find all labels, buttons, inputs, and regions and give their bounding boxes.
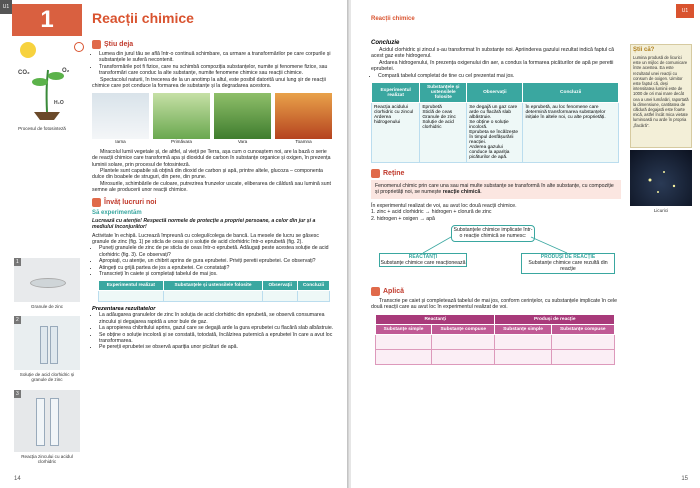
fig-caption-1: Granule de zinc	[30, 304, 64, 309]
paragraph: Mirosurile, schimbările de culoare, putrezirea frunzelor uscate, eliberarea de căldură sau lumină sunt semne ale producerii unor reacții chimice.	[92, 180, 331, 194]
cell-line: Eprubetă	[422, 105, 442, 111]
table-header: Produși de reacție	[495, 314, 615, 324]
figure-3	[14, 390, 80, 452]
season-winter	[92, 93, 149, 145]
diagram-left-box	[379, 253, 467, 267]
stii-ca-text: Lumina produsă de licurici este un mijloc de comunicare între acestea. Ea este rezultatul unei reacții cu consum de oxigen. Uimitor este faptul că, deși intensitatea luminii este de 1000 de ori mai mare decât cea a unei lumânări, raportată la dimensiune, cantitatea de căldură degajată este foarte mică, astfel încât mica vietate luminoasă nu arde în propria „flacără”.	[633, 55, 689, 128]
cell-line: Sticlă de ceas	[422, 110, 453, 116]
fig-caption-2: Soluție de acid clorhidric și granule de zinc	[19, 372, 75, 382]
table-cell	[163, 291, 263, 302]
table-cell	[432, 334, 495, 349]
table-header: Concluzii	[297, 281, 329, 291]
stiu-deja-heading	[92, 40, 334, 49]
list-item: • La adăugarea granulelor de zinc în soluția de acid clorhidric din eprubetă, se observă consumarea zincului și degajarea rapidă a unor bule de gaz.	[99, 312, 334, 325]
list-item: • Compară tabelul completat de tine cu cel prezentat mai jos.	[378, 73, 621, 79]
unit-tab-right: U1	[676, 4, 694, 18]
filled-observation-table	[371, 82, 619, 163]
lightbulb-icon	[92, 198, 101, 207]
chapter-number: 1	[12, 4, 82, 36]
table-header: Substanțe compuse	[432, 324, 495, 334]
stii-ca-heading: Știi că?	[633, 47, 655, 53]
cell-line: Eprubeta se încălzește în timpul desfășurării reacției.	[469, 130, 518, 146]
spring-photo	[153, 93, 210, 139]
compara-list	[371, 73, 621, 79]
table-row	[376, 349, 615, 364]
firefly-photo	[630, 150, 692, 206]
o2-label: O₂	[62, 68, 70, 74]
produsi-title: PRODUȘI DE REACȚIE	[540, 254, 596, 261]
table-header: Substanțele și ustensilele folosite	[420, 83, 467, 103]
paragraph: Miracolul lumii vegetale și, de altfel, al vieții pe Terra, așa cum o cunoaștem noi, are la bază o serie de reacții chimice care transformă apa și dioxidul de carbon în substanțe organice și oxigen, în prezența luminii solare, prin procesul de fotosinteză.	[92, 148, 331, 168]
table-cell	[523, 103, 619, 163]
unit-tab: U1	[0, 0, 12, 14]
stiu-deja-title: Știu deja	[104, 41, 134, 48]
cell-line: Arderea gazului conduce la apariția picăturilor de apă.	[469, 145, 510, 161]
table-cell	[297, 291, 329, 302]
right-main-column	[371, 40, 621, 365]
invat-title: Învăț lucruri noi	[104, 198, 157, 206]
season-label: Iarna	[115, 139, 126, 145]
list-item: • Se obține o soluție incoloră și se constată, totodată, încălzirea puternică a eprubetei în care a avut loc transformarea.	[99, 332, 334, 345]
table-row	[99, 291, 330, 302]
table-header: Experimentul realizat	[372, 83, 420, 103]
diagram-right-box	[521, 253, 615, 274]
concluzie-p1: Acidul clorhidric și zincul s-au transformat în substanțe noi. Apriinderea gazului rezultat indică faptul că acest gaz este hidrogenul.	[371, 47, 614, 60]
aplica-title: Aplică	[383, 288, 405, 296]
right-page	[351, 0, 700, 488]
diagram-arrows	[371, 225, 621, 255]
table-cell	[551, 334, 614, 349]
table-cell	[420, 103, 467, 163]
table-cell	[99, 291, 164, 302]
reaction-1: 1. zinc + acid clorhidric → hidrogen + clorură de zinc	[371, 209, 492, 216]
left-main-column	[92, 40, 334, 351]
season-autumn	[275, 93, 332, 145]
retine-text: Fenomenul chimic prin care una sau mai multe substanțe se transformă în alte substanțe, cu compoziție și proprietăți noi, se numește	[375, 183, 614, 196]
cell-line: Arderea hidrogenului	[374, 115, 401, 126]
table-header: Observații	[467, 83, 523, 103]
table-header: Reactanți	[376, 314, 495, 324]
plant-sun-icon	[14, 40, 80, 120]
page-number: 15	[681, 476, 688, 482]
firefly-caption: Licurici	[653, 208, 669, 213]
pin-icon	[371, 169, 380, 178]
figure-1	[14, 258, 80, 302]
autumn-photo	[275, 93, 332, 139]
table-header: Substanțele și ustensilele folosite	[163, 281, 263, 291]
fig-number-2: 2	[16, 317, 19, 323]
concluzie-heading: Concluzie	[371, 40, 400, 46]
fig-number-1: 1	[16, 259, 19, 265]
list-item: • Transcrieți în caiete și completați tabelul de mai jos.	[99, 271, 334, 277]
table-header: Substanțe simple	[495, 324, 551, 334]
stii-ca-sidebar	[630, 44, 692, 148]
results-list	[92, 312, 334, 350]
season-summer	[214, 93, 271, 145]
firefly-icon	[630, 150, 692, 206]
aplica-heading	[371, 287, 621, 296]
figure-2	[14, 316, 80, 370]
reactanti-text: Substanțe chimice care reacționează	[380, 260, 466, 267]
reactanti-title: REACTANȚI	[408, 254, 438, 261]
sa-experimentam: Să experimentăm	[92, 209, 142, 216]
pencil-icon	[371, 287, 380, 296]
list-item: • Puneți granulele de zinc de pe sticla de ceas într-o eprubetă. Adăugați peste acestea soluție de acid clorhidric (fig. 3). Ce observați?	[99, 245, 334, 258]
activitate-text: Activitate în echipă. Lucrează împreună cu colegul/colega de bancă. La mesele de lucru se găsesc granule de zinc (fig. 1) pe sticla de ceas și o soluție de acid clorhidric într-o eprubetă (fig. 2).	[92, 232, 319, 245]
table-cell	[372, 103, 420, 163]
list-item: • Lumea din jurul tău se află într-o continuă schimbare, ca urmare a transformărilor pe care corpurile și substanțele le suferă necontenit.	[99, 51, 334, 64]
table-cell	[263, 291, 298, 302]
retine-box: Fenomenul chimic prin care una sau mai multe substanțe se transformă în alte substanțe, cu compoziție și proprietăți noi, se numește reacție chimică.	[371, 180, 621, 199]
empty-observation-table	[98, 280, 330, 302]
stiu-deja-paragraph: Spectacolul naturii, în trecerea de la un anotimp la altul, este posibil datorită unui lung șir de reacții chimice care pot conduce la formarea de substanțe și la degradarea acestora.	[92, 76, 326, 90]
cell-line: Se obține o soluție incoloră.	[469, 120, 509, 131]
book-icon	[92, 40, 101, 49]
summer-photo	[214, 93, 271, 139]
seasons-row	[92, 93, 334, 145]
season-label: Toamna	[295, 139, 312, 145]
season-label: Primăvara	[171, 139, 192, 145]
table-header: Substanțe simple	[376, 324, 432, 334]
h2o-label: H₂O	[54, 100, 64, 106]
table-cell	[495, 334, 551, 349]
diagram-center: Substanțele chimice implicate într-o reacție chimică se numesc:	[451, 225, 535, 242]
table-cell	[376, 349, 432, 364]
list-item: • Pe pereții eprubetei se observă apariția unor picături de apă.	[99, 344, 334, 350]
fig-number-3: 3	[16, 391, 19, 397]
stiu-deja-bullets	[92, 51, 334, 77]
cell-line: Se degajă un gaz care arde cu flacără slab albăstruie.	[469, 105, 518, 121]
list-item: • Atingeți cu grijă partea de jos a eprubetei. Ce constatați?	[99, 265, 334, 271]
aplica-table	[375, 314, 615, 365]
table-header: Substanțe compuse	[551, 324, 614, 334]
table-row	[376, 334, 615, 349]
retine-heading	[371, 169, 621, 178]
retine-term: reacție chimică	[442, 189, 481, 196]
photosynthesis-caption: Procesul de fotosinteză	[18, 126, 66, 131]
photosynthesis-illustration	[14, 40, 80, 120]
list-item: • Transformările pot fi fizice, care nu schimbă compoziția substanțelor, numite și fenomene fizice, sau transformări care conduc la alte substanțe, numite fenomene chimice sau reacții chimice.	[99, 64, 334, 77]
page-title: Reacții chimice	[92, 10, 194, 26]
table-row	[372, 103, 619, 163]
concluzie-p2: Ardarea hidrogenului, în prezența oxigenului din aer, a condus la formarea picăturilor de apă pe peretii eprubetei.	[371, 59, 614, 73]
reaction-2: 2. hidrogen + oxigen → apă	[371, 215, 435, 222]
left-page	[0, 0, 349, 488]
list-item: • Apropiați, cu atenție, un chibrit aprins de gura eprubetei. Priviți peretii eprubetei. Ce observați?	[99, 258, 334, 264]
atentie-text: Lucrează cu atenție! Respectă normele de protecție a propriei persoane, a celor din jur și a mediului înconjurător!	[92, 217, 316, 231]
season-spring	[153, 93, 210, 145]
retine-title: Reține	[383, 170, 405, 178]
invat-heading	[92, 198, 334, 207]
cell-line: Reacția acidului clorhidric cu zincul	[374, 105, 414, 116]
steps-list	[92, 245, 334, 277]
page-number: 14	[14, 476, 21, 482]
list-item: • La apropierea chibritului aprins, gazul care se degajă arde la gura eprubetei cu flacără slab albăstruie.	[99, 325, 334, 331]
aplica-text: Transcrie pe caiet și completează tabelul de mai jos, conform cerințelor, cu substanțele implicate în cele două reacții care au avut loc în experimentul realizat de voi.	[371, 298, 617, 311]
cell-line: Granule de zinc	[422, 115, 456, 121]
prezentarea-heading: Prezentarea rezultatelor	[92, 306, 156, 313]
co2-label: CO₂	[18, 70, 30, 76]
running-title: Reacții chimice	[371, 16, 415, 22]
cell-line: În eprubetă, au loc fenomene care determină transformarea substanțelor inițiale în altele noi, cu alte proprietăți.	[525, 105, 606, 121]
season-label: Vara	[237, 139, 248, 145]
winter-photo	[92, 93, 149, 139]
reactions-intro: În experimentul realizat de voi, au avut loc două reacții chimice.	[371, 202, 517, 209]
fig-caption-3: Reacția zincului cu acidul clorhidric	[21, 454, 73, 464]
table-cell	[432, 349, 495, 364]
produsi-text: Substanțe chimice care rezultă din reacție	[528, 260, 608, 273]
table-header: Concluzii	[523, 83, 619, 103]
table-header: Observații	[263, 281, 298, 291]
table-cell	[495, 349, 551, 364]
reactants-products-diagram	[371, 225, 621, 283]
table-header: Experimentul realizat	[99, 281, 164, 291]
table-cell	[467, 103, 523, 163]
table-cell	[376, 334, 432, 349]
table-cell	[551, 349, 614, 364]
zoom-icon[interactable]	[74, 42, 84, 52]
paragraph: Plantele sunt capabile să obțină din dioxid de carbon și apă, printre altele, glucoza – componenta dulce din boabele de struguri, din pere, din prune.	[92, 168, 323, 181]
cell-line: Soluție de acid clorhidric	[422, 120, 454, 131]
